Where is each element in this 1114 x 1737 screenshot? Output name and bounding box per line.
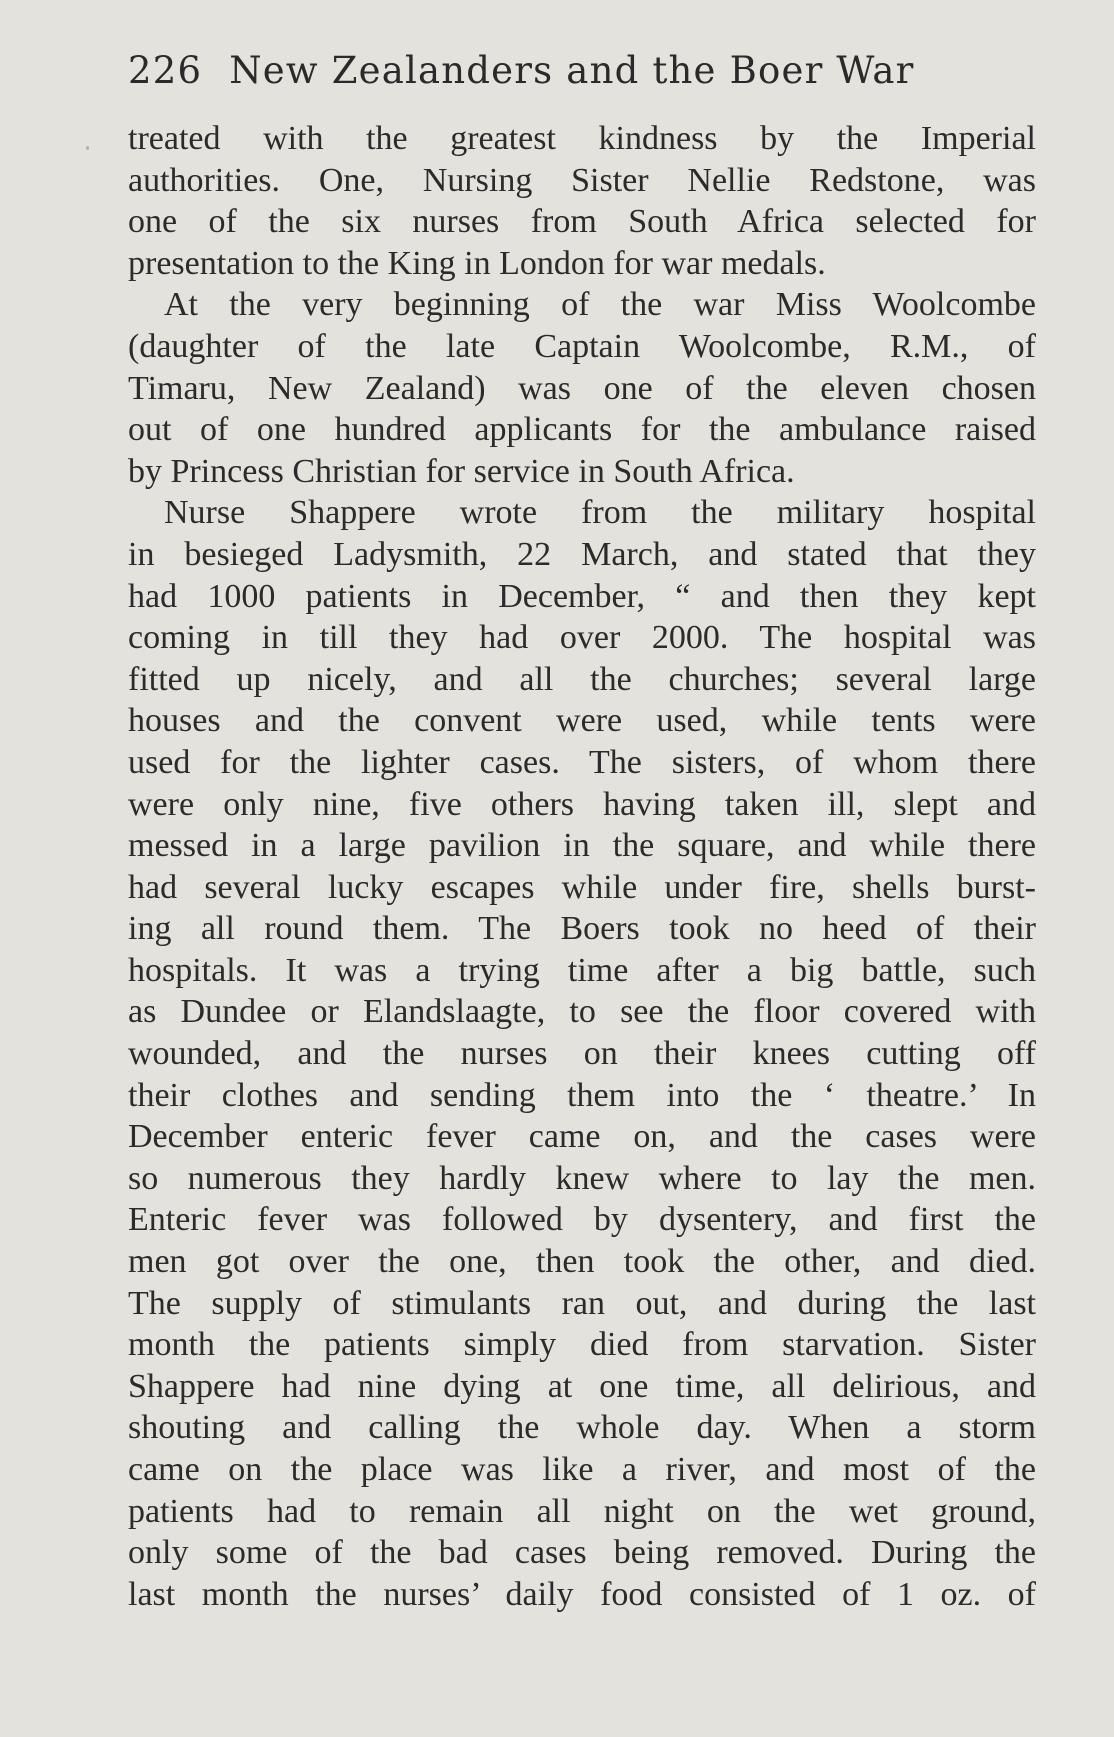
text-line: hospitals. It was a trying time after a big battle, such	[128, 951, 1036, 989]
page-header	[128, 46, 978, 96]
text-line: had several lucky escapes while under fire, shells burst-	[128, 868, 1036, 906]
text-line: were only nine, five others having taken ill, slept and	[128, 785, 1036, 823]
text-line: fitted up nicely, and all the churches; several large	[128, 660, 1036, 698]
text-line: Timaru, New Zealand) was one of the eleven chosen	[128, 369, 1036, 407]
text-line: last month the nurses’ daily food consisted of 1 oz. of	[128, 1575, 1036, 1613]
text-line: their clothes and sending them into the ‘ theatre.’ In	[128, 1076, 1036, 1114]
text-line: only some of the bad cases being removed. During the	[128, 1534, 1036, 1572]
text-line: presentation to the King in London for war medals.	[128, 244, 826, 282]
text-line: men got over the one, then took the other, and died.	[128, 1243, 1036, 1281]
text-line: At the very beginning of the war Miss Woolcombe	[164, 286, 1036, 324]
body-text	[128, 118, 1036, 1615]
text-line: houses and the convent were used, while tents were	[128, 702, 1036, 740]
running-title: New Zealanders and the Boer War	[229, 49, 915, 92]
text-line: authorities. One, Nursing Sister Nellie Redstone, was	[128, 161, 1036, 199]
text-line: Enteric fever was followed by dysentery, and first the	[128, 1201, 1036, 1239]
text-line: messed in a large pavilion in the square, and while there	[128, 827, 1036, 865]
text-line: Nurse Shappere wrote from the military hospital	[164, 494, 1036, 532]
text-line: shouting and calling the whole day. When a storm	[128, 1409, 1036, 1447]
text-line: ing all round them. The Boers took no heed of their	[128, 910, 1036, 948]
text-line: used for the lighter cases. The sisters, of whom there	[128, 743, 1036, 781]
text-line: so numerous they hardly knew where to lay the men.	[128, 1159, 1036, 1197]
text-line: December enteric fever came on, and the cases were	[128, 1118, 1036, 1156]
text-line: came on the place was like a river, and most of the	[128, 1451, 1036, 1488]
text-line: one of the six nurses from South Africa selected for	[128, 203, 1036, 241]
text-line: out of one hundred applicants for the ambulance raised	[128, 411, 1036, 449]
text-line: by Princess Christian for service in South Africa.	[128, 452, 795, 490]
text-line: The supply of stimulants ran out, and during the last	[128, 1284, 1036, 1322]
text-line: Shappere had nine dying at one time, all delirious, and	[128, 1367, 1036, 1405]
text-line: as Dundee or Elandslaagte, to see the floor covered with	[128, 993, 1036, 1031]
text-line: month the patients simply died from starvation. Sister	[128, 1326, 1036, 1364]
text-line: (daughter of the late Captain Woolcombe, R.M., of	[128, 327, 1036, 365]
text-line: treated with the greatest kindness by the Imperial	[128, 120, 1036, 157]
page-number: 226	[128, 49, 203, 92]
text-line: wounded, and the nurses on their knees cutting off	[128, 1035, 1036, 1073]
paper-speck	[86, 146, 89, 150]
text-line: had 1000 patients in December, “ and then they kept	[128, 577, 1036, 615]
text-line: coming in till they had over 2000. The hospital was	[128, 619, 1036, 657]
text-line: in besieged Ladysmith, 22 March, and stated that they	[128, 535, 1036, 573]
text-line: patients had to remain all night on the wet ground,	[128, 1492, 1036, 1530]
